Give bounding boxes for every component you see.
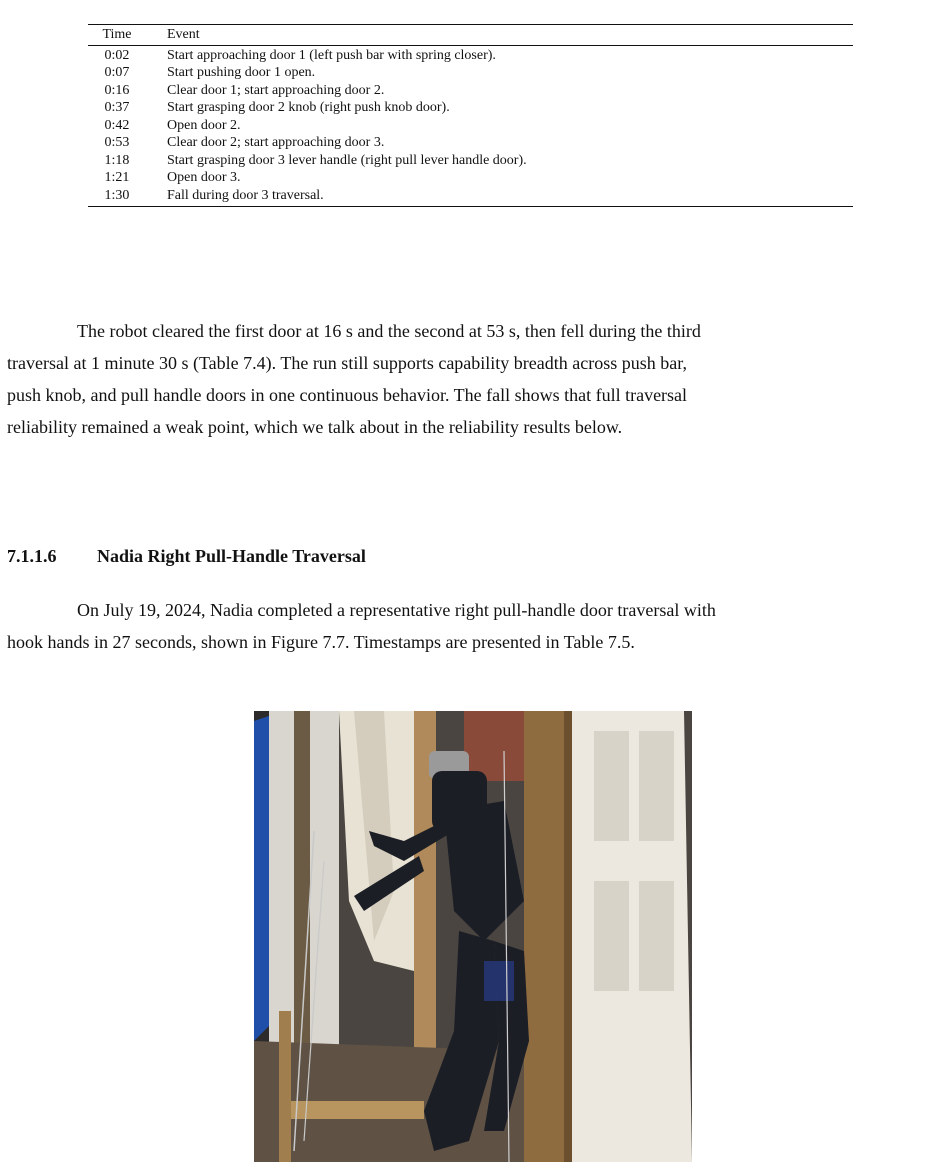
row-event: Start approaching door 1 (left push bar with spring closer). — [167, 47, 496, 63]
paragraph-line: traversal at 1 minute 30 s (Table 7.4). The run still supports capability breadth across push bar, — [7, 353, 688, 373]
paragraph-line: push knob, and pull handle doors in one continuous behavior. The fall shows that full traversal — [7, 385, 688, 405]
paragraph-line: On July 19, 2024, Nadia completed a representative right pull-handle door traversal with — [77, 600, 716, 620]
section-heading — [7, 546, 366, 567]
row-event: Fall during door 3 traversal. — [167, 187, 324, 203]
row-time: 0:02 — [104, 47, 130, 63]
table-row — [88, 99, 853, 117]
photo-illustration — [254, 711, 692, 1162]
paragraph-2 — [7, 594, 923, 658]
table-row — [88, 187, 853, 205]
table-row — [88, 152, 853, 170]
header-event: Event — [167, 27, 200, 42]
row-time: 0:16 — [104, 82, 130, 98]
table-row — [88, 64, 853, 82]
row-time: 1:21 — [104, 170, 130, 185]
row-time: 1:18 — [104, 152, 130, 168]
row-event: Start grasping door 2 knob (right push knob door). — [167, 100, 450, 115]
row-time: 1:30 — [104, 187, 130, 203]
robot-door-photo — [254, 711, 692, 1162]
paragraph-line: hook hands in 27 seconds, shown in Figure 7.7. Timestamps are presented in Table 7.5. — [7, 632, 635, 652]
table-body — [88, 46, 853, 207]
header-time: Time — [102, 27, 132, 42]
table-row — [88, 134, 853, 152]
table-row — [88, 169, 853, 187]
paragraph-line: reliability remained a weak point, which we talk about in the reliability results below. — [7, 417, 623, 437]
table-row — [88, 117, 853, 135]
section-title: Nadia Right Pull-Handle Traversal — [97, 546, 366, 566]
row-time: 0:42 — [104, 117, 130, 133]
row-event: Start pushing door 1 open. — [167, 65, 316, 80]
row-event: Open door 2. — [167, 117, 241, 133]
paragraph-line: The robot cleared the first door at 16 s and the second at 53 s, then fell during the third — [77, 321, 701, 341]
row-event: Start grasping door 3 lever handle (right pull lever handle door). — [167, 152, 527, 168]
table-row — [88, 47, 853, 65]
row-event: Clear door 2; start approaching door 3. — [167, 135, 385, 150]
row-time: 0:37 — [104, 100, 130, 115]
section-number: 7.1.1.6 — [7, 546, 57, 566]
table-top-rule — [88, 24, 853, 25]
timestamp-table — [88, 24, 853, 207]
table-row — [88, 82, 853, 100]
row-event: Clear door 1; start approaching door 2. — [167, 82, 385, 98]
row-time: 0:07 — [104, 65, 130, 80]
table-bottom-rule — [88, 206, 853, 207]
table-header-row — [88, 26, 853, 44]
row-event: Open door 3. — [167, 170, 241, 185]
row-time: 0:53 — [104, 135, 130, 150]
paragraph-1 — [7, 315, 923, 443]
